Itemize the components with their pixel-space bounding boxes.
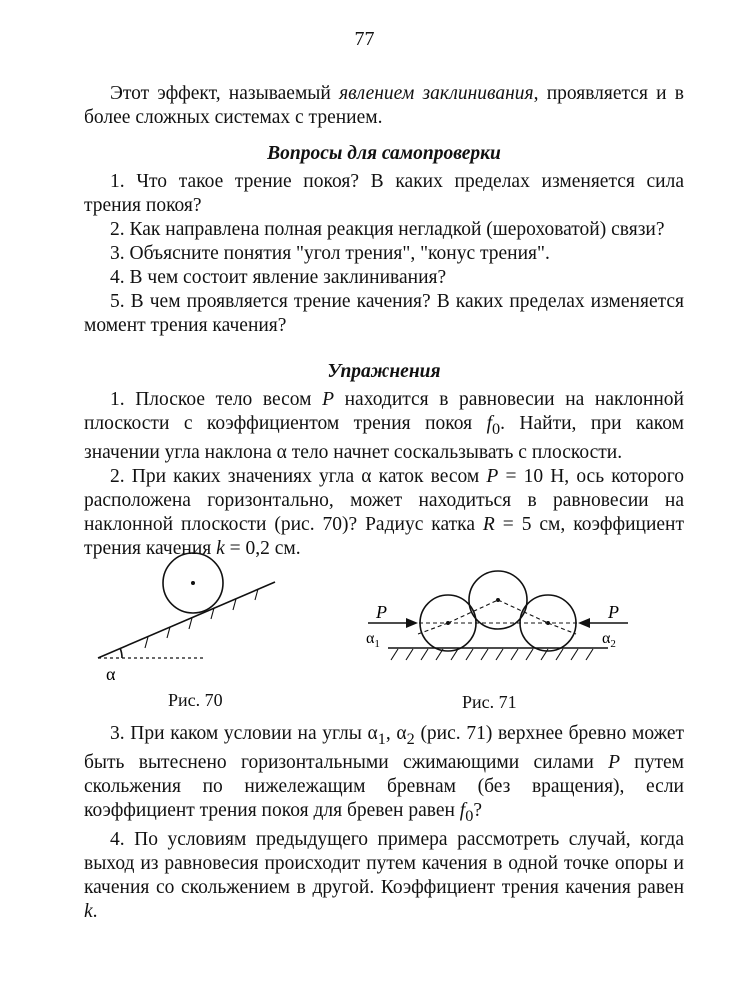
angle-arc: [120, 648, 122, 658]
text-block-top: [84, 82, 684, 338]
angle-label-alpha-2: $\alpha_2$: [602, 630, 616, 650]
question-item: 1. Что такое трение покоя? В каких пределах изменяется сила трения покоя?: [84, 171, 684, 216]
force-arrowhead-right: [578, 618, 590, 628]
text-block-exercises: [84, 360, 684, 561]
log-right-center: [546, 621, 550, 625]
exercise-3: 3. При каком условии на углы $\alpha_1$, $\alpha_2$ (рис. 71) верхнее бревно может быть вытеснено горизонтальными сжимающими силами P путем скольжения по нижележащим бревнам (без вращения), если коэффициент трения покоя для бревен равен $f_0$?: [84, 723, 685, 825]
exercise-4: 4. По условиям предыдущего примера рассмотреть случай, когда выход из равновесия происходит путем качения в одной точке опоры и качения со скольжением в другой. Коэффициент трения качения равен k.: [84, 828, 684, 922]
ground-hatching: [391, 649, 593, 660]
caption-fig-70: Рис. 70: [168, 690, 223, 710]
force-label-right: P: [608, 602, 619, 622]
question-item: 2. Как направлена полная реакция негладкой (шероховатой) связи?: [110, 219, 665, 240]
log-top-center: [496, 598, 500, 602]
text-block-bottom: [84, 722, 684, 924]
incline-line: [98, 582, 275, 658]
exercises-heading: Упражнения: [327, 361, 441, 382]
page-number: 77: [354, 28, 375, 50]
exercise-2: 2. При каких значениях угла α каток весом P = 10 Н, ось которого расположена горизонтально, может находиться в равновесии на наклонной плоскости (рис. 70)? Радиус катка R = 5 см, коэффициент трения качения k = 0,2 см.: [84, 465, 685, 559]
angle-label-alpha-1: $\alpha_1$: [366, 630, 380, 650]
question-item: 4. В чем состоит явление заклинивания?: [110, 267, 447, 288]
question-item: 3. Объясните понятия "угол трения", "конус трения".: [110, 243, 550, 264]
caption-fig-71: Рис. 71: [462, 692, 517, 712]
exercise-1: 1. Плоское тело весом P находится в равновесии на наклонной плоскости с коэффициентом трения покоя $f_0$. Найти, при каком значении угла наклона α тело начнет соскальзывать с плоскости.: [84, 389, 684, 463]
roller-center: [191, 581, 195, 585]
question-item: 5. В чем проявляется трение качения? В каких пределах изменяется момент трения качения?: [84, 291, 684, 336]
angle-label-alpha: α: [106, 664, 116, 684]
figure-71: [358, 568, 628, 678]
log-left-center: [446, 621, 450, 625]
force-arrowhead-left: [406, 618, 418, 628]
intro-paragraph: Этот эффект, называемый явлением заклинивания, проявляется и в более сложных системах с трением.: [84, 83, 684, 128]
force-label-left: P: [376, 602, 387, 622]
figure-70: [90, 548, 290, 688]
incline-hatching: [145, 589, 258, 648]
term-emphasis: явлением заклинивания: [339, 83, 534, 104]
questions-heading: Вопросы для самопроверки: [267, 143, 501, 164]
